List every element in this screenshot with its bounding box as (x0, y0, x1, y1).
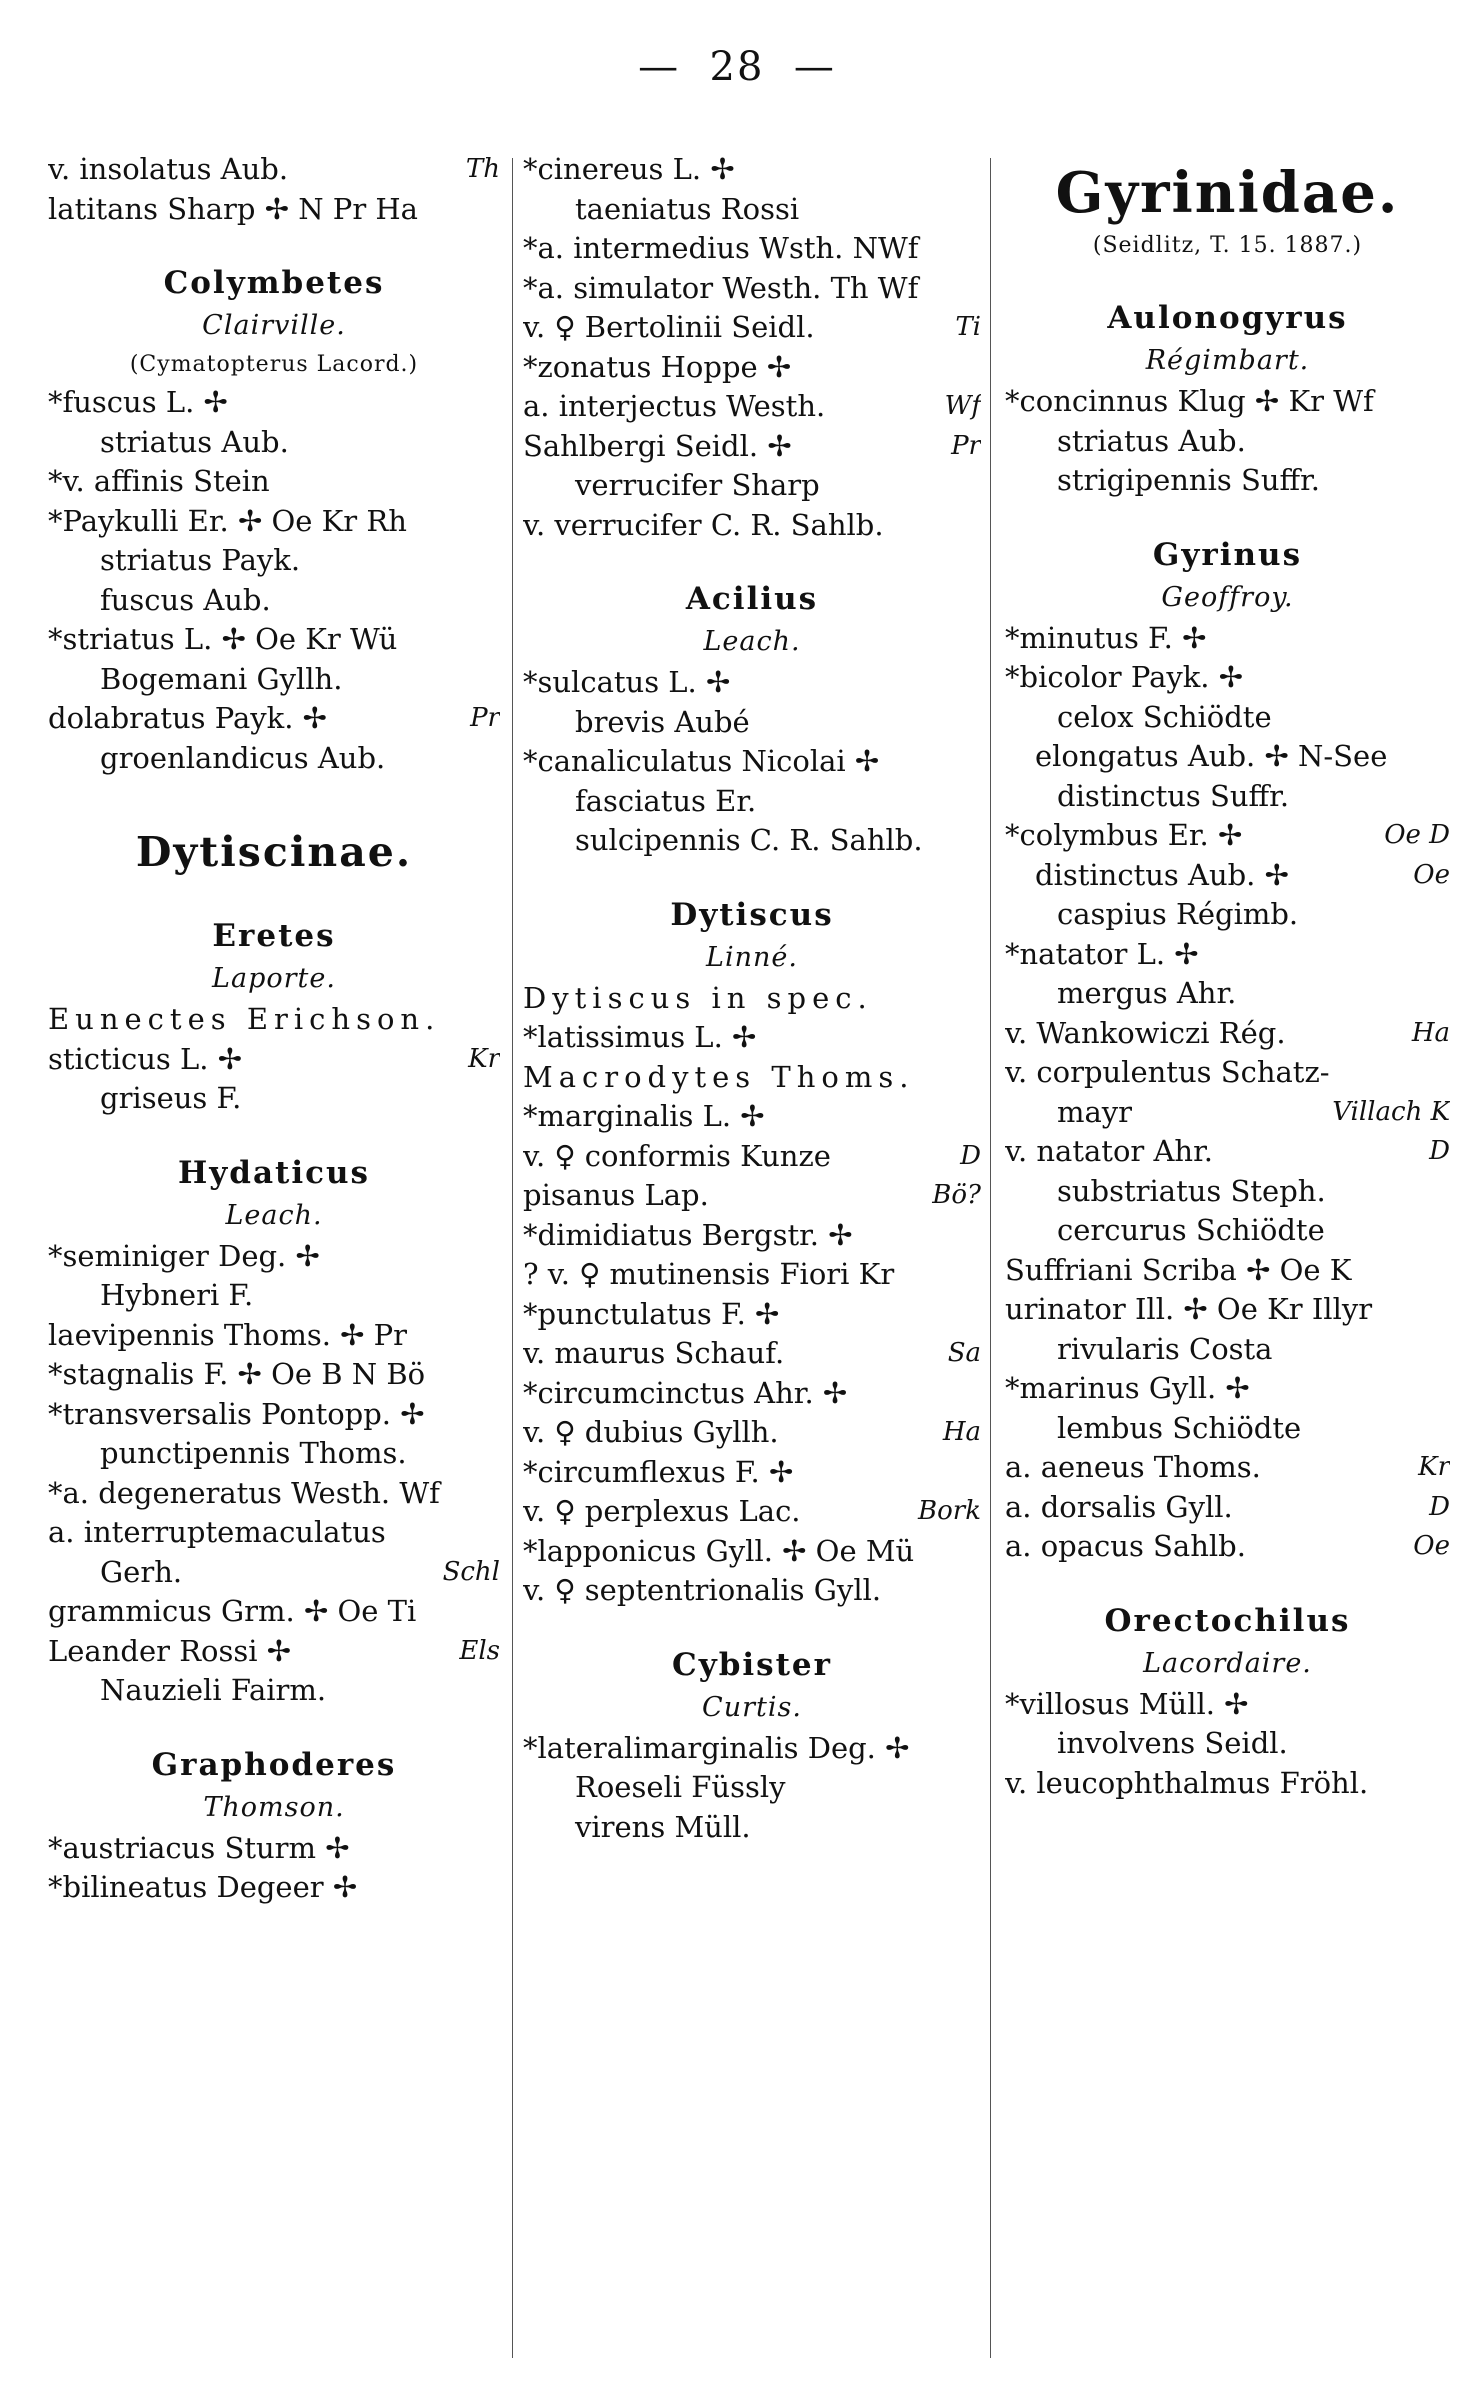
species-name: *lapponicus Gyll. ✢ Oe Mü (523, 1533, 915, 1568)
species-entry (523, 742, 981, 782)
species-name: virens Müll. (575, 1809, 751, 1844)
species-name: fuscus Aub. (100, 582, 271, 617)
species-entry (48, 739, 500, 779)
species-name: *marinus Gyll. ✢ (1005, 1371, 1250, 1405)
species-entry (1005, 935, 1450, 975)
species-entry (523, 1295, 981, 1335)
spacer (1005, 1567, 1450, 1589)
genus-author: Lacordaire. (1143, 1647, 1312, 1679)
spacer (1005, 501, 1450, 523)
species-name: *transversalis Pontopp. ✢ (48, 1396, 425, 1431)
species-entry (48, 1671, 500, 1711)
species-entry (48, 699, 500, 739)
spacer (523, 861, 981, 883)
distribution-label: D (1429, 1136, 1450, 1166)
species-entry (48, 502, 500, 542)
species-entry (523, 150, 981, 190)
species-entry (1005, 698, 1450, 738)
genus-author: Régimbart. (1145, 345, 1310, 376)
species-entry (523, 387, 981, 427)
species-name: *lateralimarginalis Deg. ✢ (523, 1730, 910, 1765)
species-name: fasciatus Er. (575, 783, 757, 818)
family-heading: Dytiscinae. (135, 828, 413, 876)
species-name: rivularis Costa (1057, 1331, 1273, 1366)
subgenus-line: Dytiscus in spec. (523, 980, 873, 1015)
species-name: v. ♀ dubius Gyllh. (523, 1415, 779, 1449)
species-entry (523, 703, 981, 743)
species-name: v. verrucifer C. R. Sahlb. (523, 507, 884, 542)
distribution-label: Els (459, 1635, 500, 1666)
spacer (48, 778, 500, 814)
species-entry (48, 1868, 500, 1908)
species-entry (523, 1808, 981, 1848)
genus-author: Thomson. (203, 1791, 345, 1823)
species-name: dolabratus Payk. ✢ (48, 701, 327, 735)
species-name: Roeseli Füssly (575, 1770, 786, 1804)
genus-author: Linné. (706, 941, 798, 973)
species-name: *colymbus Er. ✢ (1005, 818, 1243, 852)
species-entry (1005, 1251, 1450, 1291)
species-name: urinator Ill. ✢ Oe Kr Illyr (1005, 1292, 1373, 1326)
species-entry (48, 1474, 500, 1514)
species-entry (1005, 1093, 1450, 1133)
column-2 (523, 150, 981, 2360)
species-name: ? v. ♀ mutinensis Fiori Kr (523, 1257, 895, 1291)
species-name: *latissimus L. ✢ (523, 1020, 757, 1054)
species-entry (1005, 1527, 1450, 1567)
species-entry (523, 269, 981, 309)
species-entry (48, 620, 500, 660)
species-name: mayr (1057, 1094, 1133, 1129)
species-entry (48, 462, 500, 502)
species-entry (1005, 461, 1450, 501)
distribution-label: Villach K (1332, 1096, 1450, 1127)
genus-heading: Acilius (685, 581, 819, 617)
species-entry (523, 663, 981, 703)
genus-author: Clairville. (202, 310, 346, 341)
genus-heading: Cybister (672, 1646, 832, 1683)
species-entry (1005, 816, 1450, 856)
species-name: lembus Schiödte (1057, 1410, 1302, 1445)
species-entry (1005, 1488, 1450, 1528)
distribution-label: Wf (944, 391, 981, 421)
species-name: latitans Sharp ✢ N Pr Ha (48, 191, 418, 226)
species-entry (48, 1829, 500, 1869)
species-name: a. aeneus Thoms. (1005, 1450, 1261, 1484)
species-entry (1005, 1053, 1450, 1093)
species-name: *natator L. ✢ (1005, 936, 1199, 971)
subgenus-line: Macrodytes Thoms. (523, 1059, 915, 1094)
species-entry (523, 466, 981, 506)
distribution-label: Ha (1411, 1017, 1450, 1048)
spacer (48, 1711, 500, 1733)
species-name: Bogemani Gyllh. (100, 661, 343, 696)
species-entry (1005, 737, 1450, 777)
species-name: *a. degeneratus Westh. Wf (48, 1475, 440, 1510)
species-name: *sulcatus L. ✢ (523, 665, 731, 699)
species-name: Sahlbergi Seidl. ✢ (523, 428, 792, 463)
distribution-label: Pr (470, 703, 500, 733)
species-name: elongatus Aub. ✢ N-See (1035, 739, 1388, 773)
species-name: striatus Payk. (100, 543, 301, 577)
species-entry (523, 1571, 981, 1611)
species-entry (48, 1276, 500, 1316)
species-entry (523, 1334, 981, 1374)
species-entry (48, 190, 500, 230)
species-entry (1005, 1290, 1450, 1330)
column-divider (512, 158, 513, 2358)
species-name: v. ♀ Bertolinii Seidl. (523, 310, 815, 344)
species-entry (1005, 1409, 1450, 1449)
species-name: v. ♀ conformis Kunze (523, 1138, 831, 1173)
species-name: taeniatus Rossi (575, 191, 800, 226)
species-entry (523, 1729, 981, 1769)
species-name: Gerh. (100, 1554, 183, 1589)
species-name: v. corpulentus Schatz- (1005, 1055, 1330, 1089)
species-entry (1005, 1172, 1450, 1212)
species-name: *stagnalis F. ✢ Oe B N Bö (48, 1357, 426, 1391)
genus-heading: Dytiscus (670, 896, 834, 933)
species-entry (1005, 1014, 1450, 1054)
species-name: v. ♀ septentrionalis Gyll. (523, 1573, 882, 1607)
species-name: distinctus Suffr. (1057, 778, 1290, 813)
species-name: verrucifer Sharp (575, 468, 820, 502)
species-name: brevis Aubé (575, 704, 750, 739)
species-name: strigipennis Suffr. (1057, 463, 1321, 497)
spacer (48, 229, 500, 251)
species-entry (1005, 974, 1450, 1014)
species-name: cercurus Schiödte (1057, 1213, 1325, 1247)
species-entry (48, 1316, 500, 1356)
distribution-label: Kr (468, 1043, 500, 1074)
column-divider (990, 158, 991, 2358)
species-name: *Paykulli Er. ✢ Oe Kr Rh (48, 503, 407, 538)
distribution-label: Oe (1413, 859, 1450, 890)
distribution-label: Ti (955, 312, 981, 342)
species-name: *bicolor Payk. ✢ (1005, 660, 1244, 694)
species-entry (1005, 1685, 1450, 1725)
species-entry (48, 1040, 500, 1080)
species-name: v. insolatus Aub. (48, 152, 289, 186)
species-entry (523, 1018, 981, 1058)
species-entry (1005, 1330, 1450, 1370)
species-name: laevipennis Thoms. ✢ Pr (48, 1317, 408, 1352)
species-name: Suffriani Scriba ✢ Oe K (1005, 1252, 1352, 1287)
species-entry (523, 1176, 981, 1216)
species-name: involvens Seidl. (1057, 1726, 1288, 1760)
species-entry (523, 190, 981, 230)
species-name: *fuscus L. ✢ (48, 385, 228, 419)
species-entry (48, 150, 500, 190)
species-name: v. natator Ahr. (1005, 1134, 1213, 1168)
species-name: caspius Régimb. (1057, 897, 1299, 931)
species-entry (1005, 382, 1450, 422)
species-name: *bilineatus Degeer ✢ (48, 1870, 358, 1904)
species-name: celox Schiödte (1057, 699, 1272, 734)
species-entry (523, 1137, 981, 1177)
species-entry (523, 506, 981, 546)
genus-author: Geoffroy. (1161, 581, 1294, 613)
species-name: *cinereus L. ✢ (523, 152, 735, 186)
species-entry (1005, 1764, 1450, 1804)
species-entry (1005, 658, 1450, 698)
genus-heading: Gyrinus (1152, 536, 1303, 573)
subgenus-line: Eunectes Erichson. (48, 1002, 441, 1036)
species-name: *a. intermedius Wsth. NWf (523, 231, 919, 265)
family-heading: Gyrinidae. (1055, 160, 1400, 226)
species-name: a. dorsalis Gyll. (1005, 1489, 1233, 1524)
species-entry (48, 1513, 500, 1553)
species-name: a. opacus Sahlb. (1005, 1529, 1246, 1563)
species-entry (523, 348, 981, 388)
species-name: *a. simulator Westh. Th Wf (523, 270, 919, 305)
species-name: *zonatus Hoppe ✢ (523, 349, 792, 384)
species-name: *punctulatus F. ✢ (523, 1296, 780, 1331)
distribution-label: D (1429, 1491, 1450, 1522)
spacer (48, 1119, 500, 1141)
genus-heading: Colymbetes (163, 265, 385, 301)
genus-author: Leach. (225, 1199, 323, 1231)
species-name: Nauzieli Fairm. (100, 1673, 327, 1707)
species-entry (48, 1395, 500, 1435)
genus-heading: Eretes (212, 918, 336, 954)
species-entry (1005, 895, 1450, 935)
distribution-label: Oe D (1384, 820, 1450, 850)
species-name: grammicus Grm. ✢ Oe Ti (48, 1594, 417, 1628)
synonym-note: (Seidlitz, T. 15. 1887.) (1092, 233, 1363, 258)
species-name: griseus F. (100, 1081, 242, 1115)
genus-author: Laporte. (212, 963, 336, 994)
genus-author: Leach. (703, 626, 801, 657)
species-name: *minutus F. ✢ (1005, 620, 1207, 655)
species-entry (523, 427, 981, 467)
species-entry (48, 1592, 500, 1632)
species-entry (523, 1532, 981, 1572)
species-entry (523, 308, 981, 348)
species-entry (48, 1355, 500, 1395)
species-entry (523, 1216, 981, 1256)
species-name: *concinnus Klug ✢ Kr Wf (1005, 384, 1374, 418)
species-entry (523, 1255, 981, 1295)
species-entry (1005, 1132, 1450, 1172)
species-name: *canaliculatus Nicolai ✢ (523, 744, 880, 778)
species-entry (1005, 1369, 1450, 1409)
species-name: v. leucophthalmus Fröhl. (1005, 1765, 1369, 1800)
distribution-label: Sa (947, 1338, 981, 1368)
species-entry (48, 1553, 500, 1593)
species-name: *striatus L. ✢ Oe Kr Wü (48, 622, 398, 656)
column-3 (1005, 150, 1450, 2360)
species-name: *austriacus Sturm ✢ (48, 1830, 350, 1865)
distribution-label: D (960, 1140, 981, 1171)
species-name: *seminiger Deg. ✢ (48, 1238, 320, 1273)
distribution-label: Bork (918, 1496, 981, 1526)
species-name: *v. affinis Stein (48, 464, 270, 498)
species-name: a. interjectus Westh. (523, 389, 826, 423)
spacer (523, 1611, 981, 1633)
species-entry (48, 541, 500, 581)
genus-heading: Aulonogyrus (1107, 300, 1348, 336)
species-name: sticticus L. ✢ (48, 1041, 242, 1076)
species-entry (48, 1079, 500, 1119)
species-entry (48, 660, 500, 700)
species-name: Hybneri F. (100, 1278, 254, 1312)
species-entry (523, 1374, 981, 1414)
species-entry (1005, 619, 1450, 659)
distribution-label: Ha (942, 1417, 981, 1447)
species-entry (48, 1632, 500, 1672)
species-entry (48, 581, 500, 621)
species-entry (523, 229, 981, 269)
species-name: *marginalis L. ✢ (523, 1099, 765, 1133)
species-name: Leander Rossi ✢ (48, 1633, 292, 1668)
species-entry (1005, 777, 1450, 817)
species-name: distinctus Aub. ✢ (1035, 857, 1289, 892)
species-name: v. ♀ perplexus Lac. (523, 1494, 801, 1528)
genus-heading: Hydaticus (177, 1154, 371, 1191)
spacer (1005, 264, 1450, 286)
species-entry (48, 383, 500, 423)
column-1 (48, 150, 500, 2360)
species-entry (523, 1097, 981, 1137)
species-name: *dimidiatus Bergstr. ✢ (523, 1217, 853, 1252)
spacer (48, 882, 500, 904)
species-entry (1005, 1211, 1450, 1251)
distribution-label: Kr (1418, 1452, 1450, 1482)
distribution-label: Schl (442, 1556, 500, 1587)
species-name: v. Wankowiczi Rég. (1005, 1015, 1286, 1050)
species-entry (523, 1768, 981, 1808)
species-name: striatus Aub. (100, 424, 289, 459)
species-entry (1005, 1724, 1450, 1764)
species-name: sulcipennis C. R. Sahlb. (575, 823, 923, 857)
species-entry (48, 423, 500, 463)
species-entry (48, 1237, 500, 1277)
distribution-label: Th (465, 154, 500, 184)
species-name: striatus Aub. (1057, 423, 1246, 458)
species-name: a. interruptemaculatus (48, 1515, 386, 1549)
species-entry (523, 782, 981, 822)
distribution-label: Oe (1413, 1531, 1450, 1561)
species-name: groenlandicus Aub. (100, 740, 386, 775)
species-entry (1005, 422, 1450, 462)
page-number: — 28 — (638, 44, 836, 90)
distribution-label: Bö? (932, 1180, 981, 1210)
species-name: substriatus Steph. (1057, 1173, 1326, 1208)
species-entry (523, 821, 981, 861)
species-entry (523, 1492, 981, 1532)
species-name: *villosus Müll. ✢ (1005, 1686, 1249, 1721)
distribution-label: Pr (951, 430, 981, 461)
species-entry (1005, 1448, 1450, 1488)
species-name: punctipennis Thoms. (100, 1436, 407, 1470)
species-name: *circumflexus F. ✢ (523, 1454, 794, 1489)
genus-heading: Graphoderes (151, 1746, 397, 1783)
species-entry (48, 1434, 500, 1474)
species-name: pisanus Lap. (523, 1178, 709, 1212)
species-name: *circumcinctus Ahr. ✢ (523, 1375, 848, 1410)
genus-author: Curtis. (702, 1691, 802, 1723)
species-name: mergus Ahr. (1057, 976, 1237, 1010)
species-entry (1005, 856, 1450, 896)
species-name: v. maurus Schauf. (523, 1336, 785, 1370)
species-entry (523, 1453, 981, 1493)
genus-heading: Orectochilus (1104, 1602, 1351, 1639)
spacer (523, 545, 981, 567)
synonym-note: (Cymatopterus Lacord.) (129, 352, 419, 377)
species-entry (523, 1413, 981, 1453)
